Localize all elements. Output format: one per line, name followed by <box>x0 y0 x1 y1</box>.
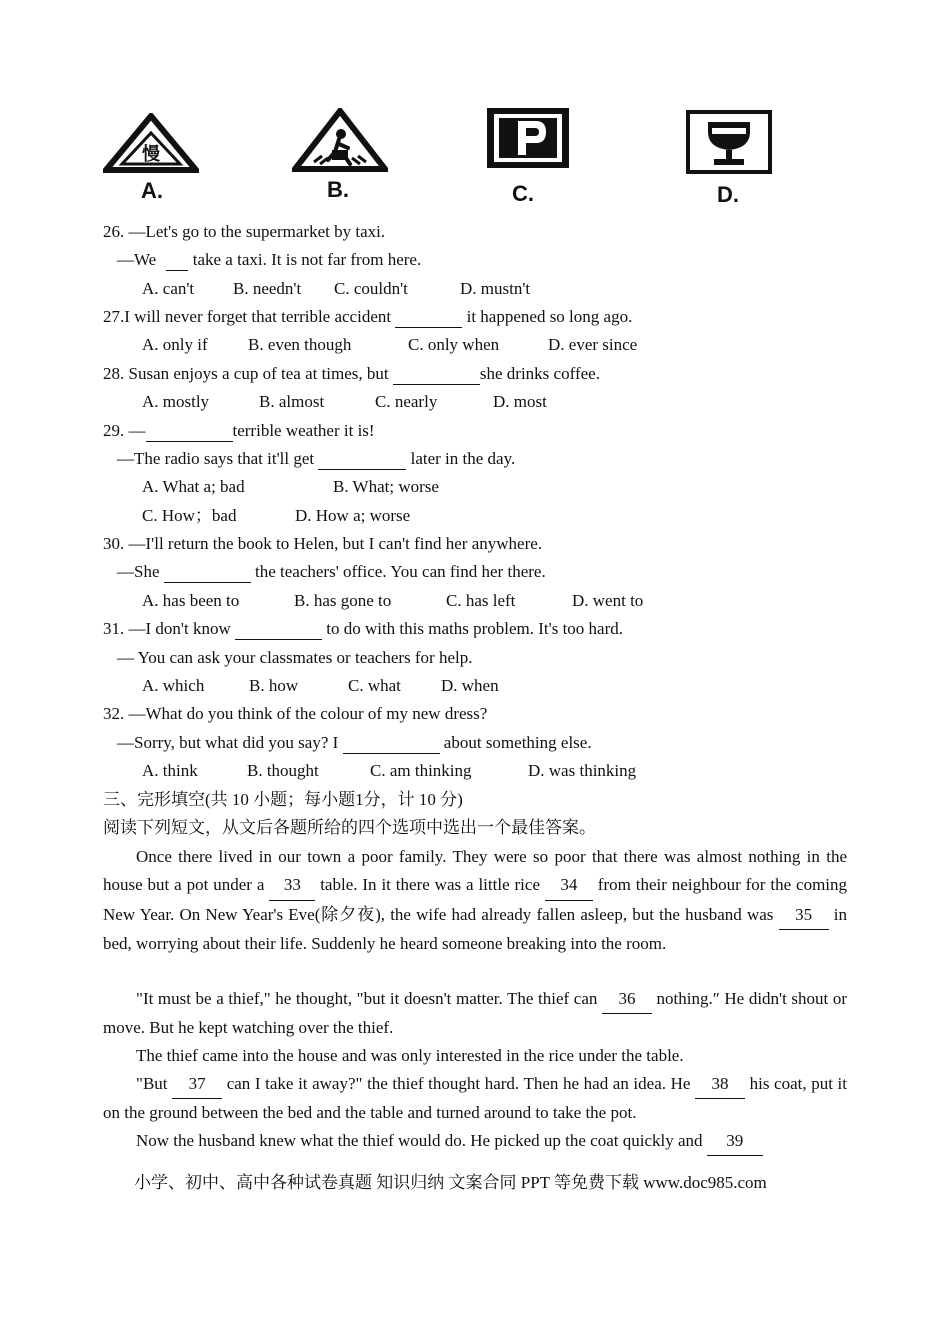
q27-option-c: C. only when <box>408 335 500 354</box>
q29-blank-2 <box>318 449 406 470</box>
q27-stem <box>103 307 632 328</box>
fragile-glass-sign-icon <box>686 110 772 174</box>
p1-text-c: from their neighbour for the coming New Year. On New Year's Eve(除夕夜), the wife had already fallen asleep, but the husband was <box>103 875 848 924</box>
q29-stem-start: 29. — <box>103 421 146 440</box>
q31-option-d: D. when <box>441 676 499 695</box>
q28-option-c: C. nearly <box>375 392 438 411</box>
q29-reply <box>117 449 515 470</box>
q29-blank-1 <box>146 421 233 442</box>
pedestrian-triangle-sign-icon <box>292 108 388 172</box>
q29-option-b: B. What; worse <box>333 477 439 496</box>
blank-35: 35 <box>779 901 829 930</box>
q26-reply-end: take a taxi. It is not far from here. <box>188 250 422 269</box>
q30-blank <box>164 562 251 583</box>
q28-option-b: B. almost <box>259 392 325 411</box>
q30-option-d: D. went to <box>572 591 644 610</box>
q29-option-a: A. What a; bad <box>142 477 245 496</box>
q27-stem-end: it happened so long ago. <box>462 307 633 326</box>
passage-paragraph-2 <box>103 985 847 1043</box>
p2-text-a: "It must be a thief," he thought, "but it doesn't matter. The thief can <box>136 989 602 1008</box>
q27-option-b: B. even though <box>248 335 352 354</box>
q27-option-d: D. ever since <box>548 335 638 354</box>
p1-text-b: table. In it there was a little rice <box>315 875 545 895</box>
q32-reply-start: —Sorry, but what did you say? I <box>117 733 343 752</box>
q29-option-c: C. How；bad <box>142 506 237 525</box>
sign-b <box>292 108 388 172</box>
q30-stem: 30. —I'll return the book to Helen, but I can't find her anywhere. <box>103 534 543 553</box>
q26-option-d: D. mustn't <box>460 279 531 298</box>
q32-option-b: B. thought <box>247 761 319 780</box>
q32-option-d: D. was thinking <box>528 761 637 780</box>
q30-reply <box>117 562 546 583</box>
blank-37: 37 <box>172 1070 222 1099</box>
sign-d-label: D. <box>717 182 739 207</box>
sign-c-label: C. <box>512 181 534 206</box>
q30-option-c: C. has left <box>446 591 516 610</box>
p2-text-b: nothing.″ He didn't shout or move. But he kept watching over the thief. <box>103 989 848 1038</box>
q31-option-a: A. which <box>142 676 205 695</box>
passage-paragraph-1 <box>103 843 847 958</box>
q29-stem <box>103 421 375 442</box>
passage-paragraph-4 <box>103 1070 847 1128</box>
p3-text: The thief came into the house and was only interested in the rice under the table. <box>136 1046 684 1065</box>
slow-triangle-sign-icon <box>103 113 199 173</box>
q31-stem <box>103 619 623 640</box>
q32-option-a: A. think <box>142 761 198 780</box>
q27-stem-start: 27.I will never forget that terrible accident <box>103 307 396 326</box>
section-heading: 三、完形填空(共 10 小题；每小题1分，计 10 分) <box>103 790 463 809</box>
q30-option-a: A. has been to <box>142 591 240 610</box>
q26-stem: 26. —Let's go to the supermarket by taxi. <box>103 222 386 241</box>
q26-blank <box>166 250 188 271</box>
blank-33: 33 <box>269 871 315 900</box>
q31-option-b: B. how <box>249 676 299 695</box>
passage-paragraph-3 <box>103 1042 847 1070</box>
q29-reply-start: —The radio says that it'll get <box>117 449 319 468</box>
q31-stem-end: to do with this maths problem. It's too hard. <box>321 619 623 638</box>
q32-reply <box>117 733 592 754</box>
blank-39: 39 <box>707 1127 763 1156</box>
q31-reply: — You can ask your classmates or teachers for help. <box>117 648 473 667</box>
passage-paragraph-5 <box>103 1127 847 1156</box>
q31-option-c: C. what <box>348 676 401 695</box>
q28-option-d: D. most <box>493 392 547 411</box>
sign-d <box>686 110 772 174</box>
q30-reply-end: the teachers' office. You can find her there. <box>250 562 546 581</box>
q28-stem <box>103 364 600 385</box>
sign-a-label: A. <box>141 178 163 203</box>
q29-stem-end: terrible weather it is! <box>232 421 375 440</box>
p4-text-b: can I take it away?" the thief thought hard. Then he had an idea. He <box>222 1074 696 1093</box>
q27-blank <box>395 307 462 328</box>
q27-option-a: A. only if <box>142 335 208 354</box>
q31-blank <box>235 619 322 640</box>
section-instruction: 阅读下列短文，从文后各题所给的四个选项中选出一个最佳答案。 <box>103 818 596 837</box>
q26-option-a: A. can't <box>142 279 195 298</box>
q26-option-c: C. couldn't <box>334 279 408 298</box>
q31-stem-start: 31. —I don't know <box>103 619 235 638</box>
q32-option-c: C. am thinking <box>370 761 472 780</box>
q32-reply-end: about something else. <box>439 733 592 752</box>
p4-text-c: his coat, put it on the ground between the bed and the table and turned around to take the pot. <box>103 1074 847 1123</box>
sign-b-label: B. <box>327 177 349 202</box>
q29-option-d: D. How a; worse <box>295 506 411 525</box>
p1-text-a: Once there lived in our town a poor family. They were so poor that there was almost nothing in the house but a pot under a <box>103 847 847 895</box>
page-footer: 小学、初中、高中各种试卷真题 知识归纳 文案合同 PPT 等免费下载 www.doc985.com <box>134 1173 767 1192</box>
sign-c <box>486 107 570 169</box>
blank-34: 34 <box>545 871 593 900</box>
q30-reply-start: —She <box>117 562 164 581</box>
q26-reply <box>117 250 421 271</box>
q26-reply-start: —We <box>117 250 161 269</box>
q32-stem: 32. —What do you think of the colour of my new dress? <box>103 704 488 723</box>
q28-blank <box>393 364 480 385</box>
p5-text-a: Now the husband knew what the thief would do. He picked up the coat quickly and <box>136 1131 707 1150</box>
parking-sign-icon <box>486 107 570 169</box>
blank-38: 38 <box>695 1070 745 1099</box>
p4-text-a: "But <box>136 1074 173 1093</box>
q26-option-b: B. needn't <box>233 279 302 298</box>
q28-option-a: A. mostly <box>142 392 210 411</box>
q28-stem-end: she drinks coffee. <box>479 364 600 383</box>
q28-stem-start: 28. Susan enjoys a cup of tea at times, but <box>103 364 393 383</box>
blank-36: 36 <box>602 985 652 1014</box>
q32-blank <box>343 733 440 754</box>
p1-text-d: in bed, worrying about their life. Suddenly he heard someone breaking into the room. <box>103 904 847 953</box>
sign-a <box>103 113 199 173</box>
q30-option-b: B. has gone to <box>294 591 392 610</box>
q29-reply-end: later in the day. <box>406 449 516 468</box>
slow-sign-char: 慢 <box>142 144 160 165</box>
